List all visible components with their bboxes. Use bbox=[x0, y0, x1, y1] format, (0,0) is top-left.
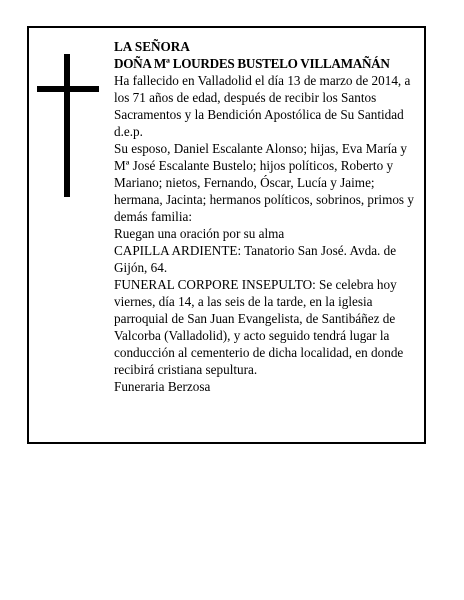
cross-horizontal-bar bbox=[37, 86, 99, 92]
death-info-paragraph: Ha fallecido en Valladolid el día 13 de marzo de 2014, a los 71 años de edad, después de recibir los Santos Sacramentos y la Bendición Apostólica de Su Santidad d.e.p. bbox=[114, 73, 411, 139]
prayer-request: Ruegan una oración por su alma bbox=[114, 226, 285, 241]
chapel-info: CAPILLA ARDIENTE: Tanatorio San José. Avda. de Gijón, 64. bbox=[114, 243, 397, 275]
family-paragraph: Su esposo, Daniel Escalante Alonso; hijas, Eva María y Mª José Escalante Bustelo; hijos políticos, Roberto y Mariano; nietos, Fernando, Óscar, Lucía y Jaime; hermana, Jacinta; hermanos políticos, sobrinos, primos y demás familia: bbox=[114, 141, 414, 224]
deceased-name: DOÑA Mª LOURDES BUSTELO VILLAMAÑÁN bbox=[114, 56, 390, 71]
obituary-text bbox=[114, 38, 422, 395]
latin-cross-icon bbox=[37, 54, 99, 197]
funeral-info: FUNERAL CORPORE INSEPULTO: Se celebra hoy viernes, día 14, a las seis de la tarde, en la iglesia parroquial de San Juan Evangelista, de Santibáñez de Valcorba (Valladolid), y acto seguido tendrá lugar la conducción al cementerio de dicha localidad, en donde recibirá cristiana sepultura. bbox=[114, 277, 404, 377]
cross-vertical-bar bbox=[64, 54, 70, 197]
funeral-home: Funeraria Berzosa bbox=[114, 379, 211, 394]
notice-heading: LA SEÑORA bbox=[114, 39, 190, 54]
